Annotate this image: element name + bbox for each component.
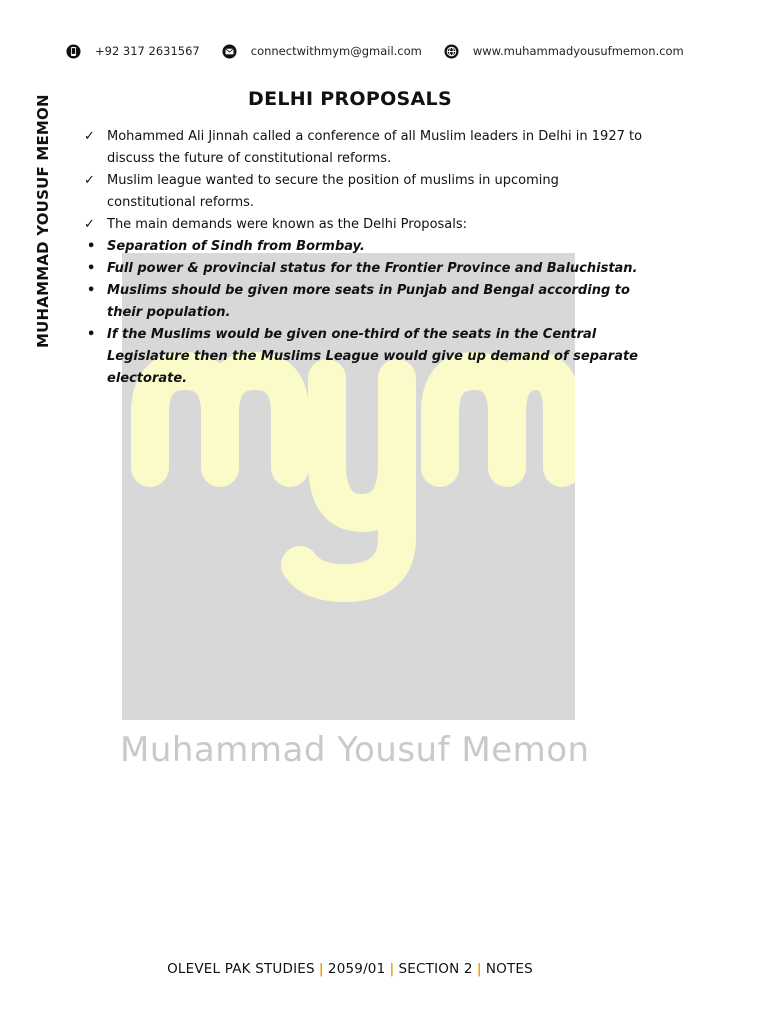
check-item-text: Muslim league wanted to secure the position of muslims in upcoming constitutional reforms. — [107, 173, 559, 210]
footer-separator: | — [476, 961, 482, 977]
contact-bar — [66, 40, 706, 62]
footer-separator: | — [389, 961, 395, 977]
mail-icon — [222, 44, 237, 59]
list-item — [84, 126, 644, 170]
footer-separator: | — [318, 961, 324, 977]
check-mark-icon: ✓ — [84, 217, 95, 232]
check-item-text: Mohammed Ali Jinnah called a conference of all Muslim leaders in Delhi in 1927 to discuss the future of constitutional reforms. — [107, 129, 643, 166]
footer-notes: NOTES — [485, 961, 533, 977]
check-item-text: The main demands were known as the Delhi Proposals: — [107, 217, 468, 232]
list-item — [84, 324, 644, 390]
phone-icon — [66, 44, 81, 59]
page-title-text: DELHI PROPOSALS — [248, 88, 452, 110]
website-contact — [444, 44, 684, 59]
check-mark-icon: ✓ — [84, 173, 95, 188]
list-item — [84, 258, 644, 280]
side-author-label: MUHAMMAD YOUSUF MEMON — [34, 94, 52, 348]
globe-icon — [444, 44, 459, 59]
bullet-item-text: If the Muslims would be given one-third of the seats in the Central Legislature then the Muslims League would give up demand of separate electorate. — [107, 327, 638, 386]
notes-content — [84, 126, 644, 390]
page-footer — [0, 961, 700, 977]
list-item — [84, 170, 644, 214]
bullet-icon: • — [87, 239, 96, 254]
footer-code: 2059/01 — [327, 961, 386, 977]
watermark-caption: Muhammad Yousuf Memon — [120, 730, 590, 770]
email-contact — [222, 44, 422, 59]
list-item — [84, 280, 644, 324]
email-address: connectwithmym@gmail.com — [250, 44, 422, 58]
bullet-item-text: Separation of Sindh from Bormbay. — [107, 239, 365, 254]
footer-course: OLEVEL PAK STUDIES — [167, 961, 315, 977]
list-item — [84, 214, 644, 236]
bullet-icon: • — [87, 261, 96, 276]
check-mark-icon: ✓ — [84, 129, 95, 144]
bullet-item-text: Muslims should be given more seats in Punjab and Bengal according to their population. — [107, 283, 630, 320]
bullet-item-text: Full power & provincial status for the Frontier Province and Baluchistan. — [107, 261, 638, 276]
page-title — [0, 88, 700, 110]
website-url: www.muhammadyousufmemon.com — [472, 44, 684, 58]
phone-number: +92 317 2631567 — [95, 44, 200, 58]
list-item — [84, 236, 644, 258]
bullet-icon: • — [87, 283, 96, 298]
bullet-icon: • — [87, 327, 96, 342]
footer-section: SECTION 2 — [398, 961, 473, 977]
phone-contact — [66, 44, 200, 59]
